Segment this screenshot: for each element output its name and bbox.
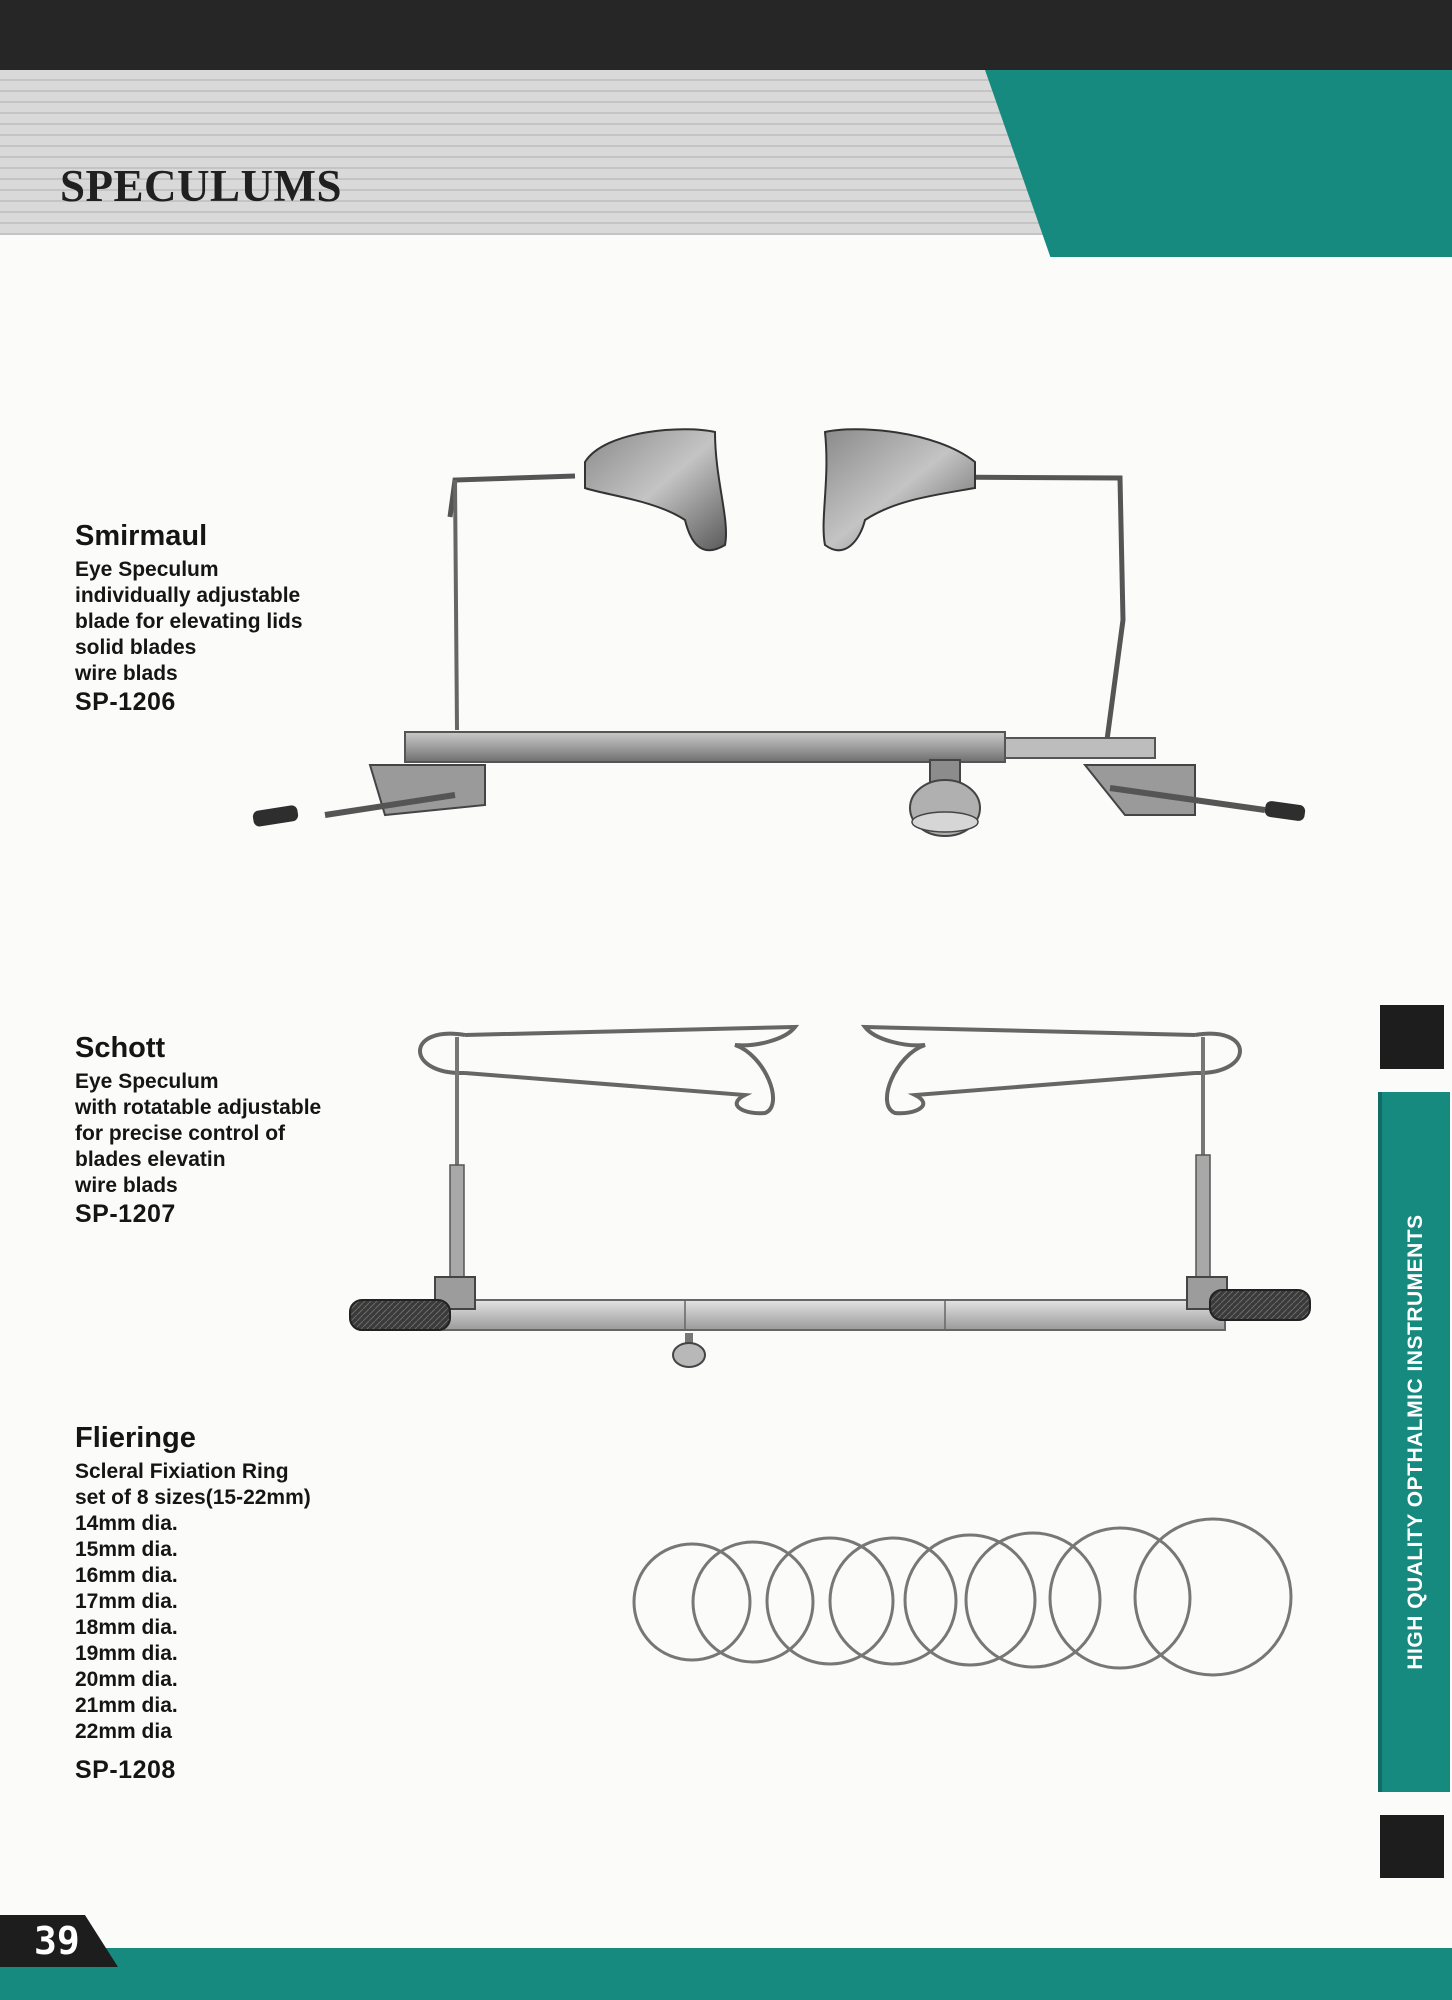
product-desc-line: 15mm dia. — [75, 1538, 178, 1561]
ring-19mm — [966, 1533, 1100, 1667]
product-desc-line: individually adjustable — [75, 584, 301, 607]
product-code: SP-1208 — [75, 1756, 176, 1784]
product-desc-line: 21mm dia. — [75, 1694, 178, 1717]
product-name: Schott — [75, 1032, 166, 1064]
product-desc-line: Eye Speculum — [75, 1070, 219, 1093]
product-desc-line: Eye Speculum — [75, 558, 219, 581]
side-tab-label: HIGH QUALITY OPTHALMIC INSTRUMENTS — [1404, 1214, 1427, 1670]
side-marker-top — [1380, 1005, 1444, 1069]
product-desc-line: 17mm dia. — [75, 1590, 178, 1613]
product-code: SP-1207 — [75, 1200, 176, 1228]
ring-22mm — [1135, 1519, 1291, 1675]
product-code: SP-1206 — [75, 688, 176, 716]
bottom-bar — [0, 1948, 1452, 2000]
schott-speculum-illustration — [345, 1015, 1325, 1380]
product-desc-line: with rotatable adjustable — [75, 1096, 322, 1119]
product-desc-line: solid blades — [75, 636, 197, 659]
page-title: SPECULUMS — [60, 161, 343, 211]
product-desc-line: 16mm dia. — [75, 1564, 178, 1587]
product-desc-line: 14mm dia. — [75, 1512, 178, 1535]
smirmaul-speculum-illustration — [245, 420, 1320, 850]
fixation-rings-illustration — [625, 1510, 1315, 1690]
product-desc-line: 19mm dia. — [75, 1642, 178, 1665]
product-desc-line: Scleral Fixiation Ring — [75, 1460, 289, 1483]
page-number: 39 — [34, 1919, 80, 1963]
product-desc-line: set of 8 sizes(15-22mm) — [75, 1486, 311, 1509]
side-marker-bottom — [1380, 1815, 1444, 1878]
product-desc-line: 20mm dia. — [75, 1668, 178, 1691]
product-name: Smirmaul — [75, 520, 208, 552]
product-desc-line: wire blads — [75, 1174, 178, 1197]
product-desc-line: for precise control of — [75, 1122, 286, 1145]
product-schott — [75, 1031, 321, 1229]
ring-20mm — [1050, 1528, 1190, 1668]
product-name: Flieringe — [75, 1422, 196, 1454]
product-desc-line: 22mm dia — [75, 1720, 172, 1743]
ring-18mm — [905, 1535, 1035, 1665]
product-desc-line: 18mm dia. — [75, 1616, 178, 1639]
product-flieringe — [75, 1421, 311, 1785]
product-desc-line: blade for elevating lids — [75, 610, 303, 633]
header-accent — [985, 70, 1452, 257]
ring-15mm — [693, 1542, 813, 1662]
side-tab — [1378, 1092, 1450, 1792]
product-desc-line: wire blads — [75, 662, 178, 685]
product-desc-line: blades elevatin — [75, 1148, 226, 1171]
top-bar — [0, 0, 1452, 70]
